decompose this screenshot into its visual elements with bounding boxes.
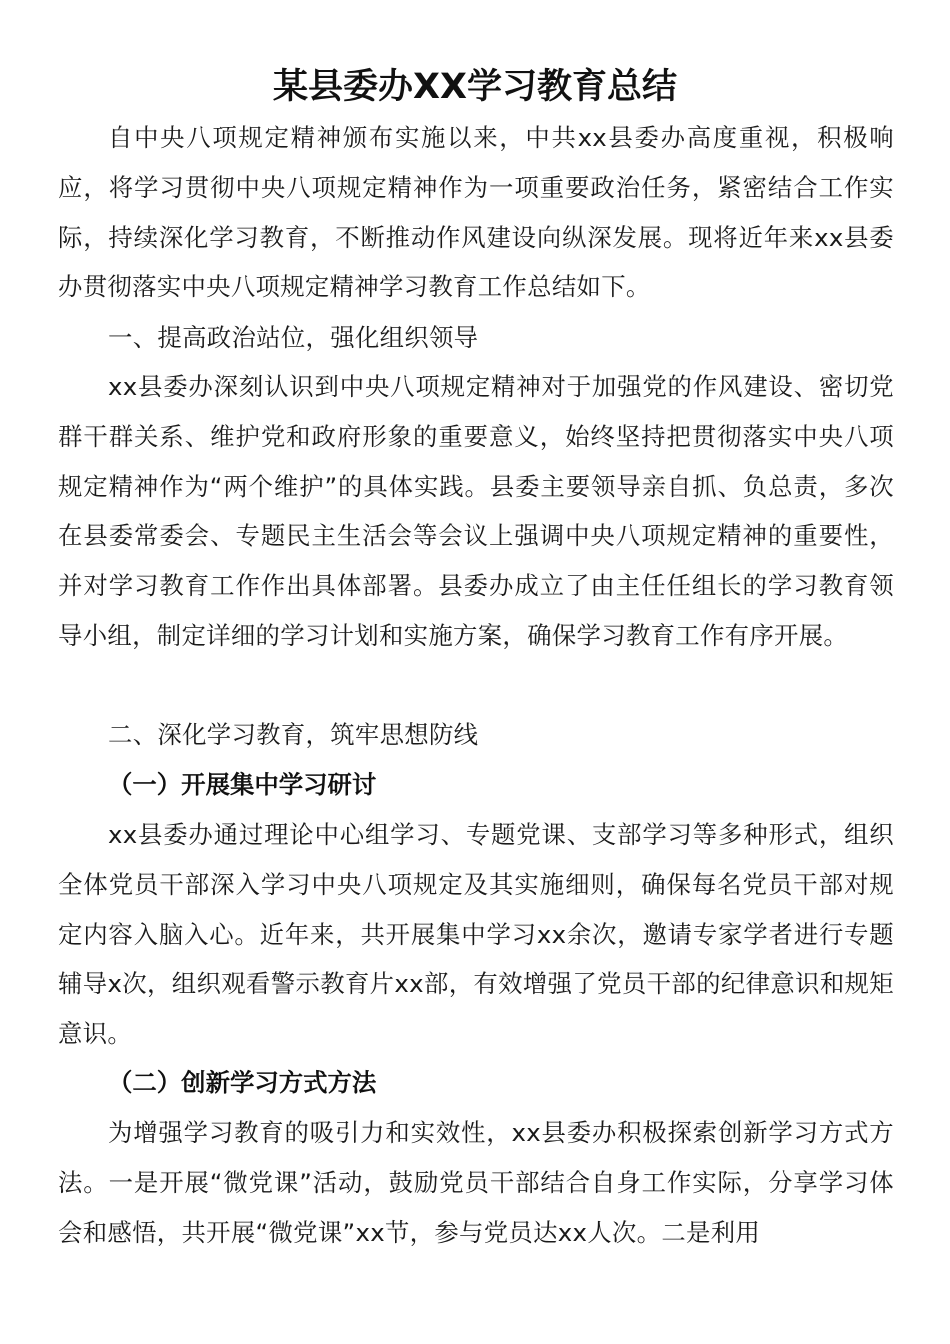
intro-paragraph: 自中央八项规定精神颁布实施以来，中共xx县委办高度重视，积极响应，将学习贯彻中央八项规定精神作为一项重要政治任务，紧密结合工作实际，持续深化学习教育，不断推动作风建设向纵深发展。现将近年来xx县委办贯彻落实中央八项规定精神学习教育工作总结如下。 bbox=[58, 123, 894, 302]
document-title: 某县委办XX学习教育总结 bbox=[273, 67, 677, 107]
subsection-1-body: xx县委办通过理论中心组学习、专题党课、支部学习等多种形式，组织全体党员干部深入学习中央八项规定及其实施细则，确保每名党员干部对规定内容入脑入心。近年来，共开展集中学习xx余次，邀请专家学者进行专题辅导x次，组织观看警示教育片xx部，有效增强了党员干部的纪律意识和规矩意识。 bbox=[58, 820, 894, 1049]
subsection-1-heading: （一）开展集中学习研讨 bbox=[108, 770, 377, 799]
section-1-heading: 一、提高政治站位，强化组织领导 bbox=[108, 323, 479, 352]
section-1-body: xx县委办深刻认识到中央八项规定精神对于加强党的作风建设、密切党群干群关系、维护党和政府形象的重要意义，始终坚持把贯彻落实中央八项规定精神作为“两个维护”的具体实践。县委主要领导亲自抓、负总责，多次在县委常委会、专题民主生活会等会议上强调中央八项规定精神的重要性，并对学习教育工作作出具体部署。县委办成立了由主任任组长的学习教育领导小组，制定详细的学习计划和实施方案，确保学习教育工作有序开展。 bbox=[58, 372, 894, 650]
subsection-2-body: 为增强学习教育的吸引力和实效性，xx县委办积极探索创新学习方式方法。一是开展“微党课”活动，鼓励党员干部结合自身工作实际，分享学习体会和感悟，共开展“微党课”xx节，参与党员达xx人次。二是利用 bbox=[58, 1118, 894, 1247]
subsection-2-heading: （二）创新学习方式方法 bbox=[108, 1068, 377, 1097]
section-2-heading: 二、深化学习教育，筑牢思想防线 bbox=[108, 720, 479, 749]
